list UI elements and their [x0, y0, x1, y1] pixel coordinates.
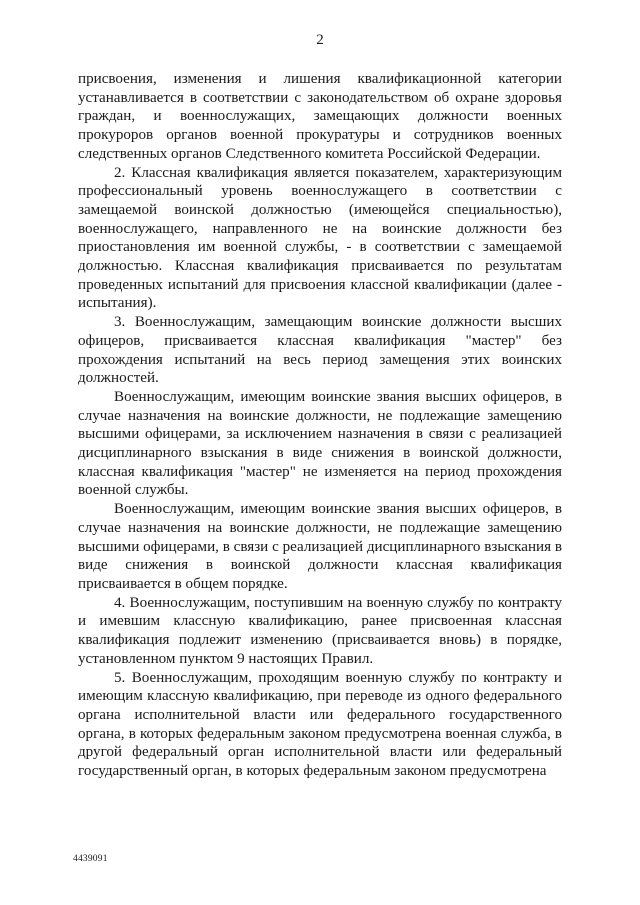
document-code: 4439091 [73, 854, 108, 864]
paragraph-5: 5. Военнослужащим, проходящим военную службу по контракту и имеющим классную квалификацию, при переводе из одного федерального органа исполнительной власти или федерального государственного органа, в которых федеральным законом предусмотрена военная служба, в другой федеральный орган исполнительной власти или федеральный государственный орган, в которых федеральным законом предусмотрена [78, 669, 562, 780]
paragraph-continuation: присвоения, изменения и лишения квалификационной категории устанавливается в соответствии с законодательством об охране здоровья граждан, и военнослужащих, замещающих должности военных прокуроров органов военной прокуратуры и сотрудников военных следственных органов Следственного комитета Российской Федерации. [78, 71, 562, 162]
paragraph-3-higher-officers: Военнослужащим, имеющим воинские звания высших офицеров, в случае назначения на воинские должности, не подлежащие замещению высшими офицерами, за исключением назначения в связи с реализацией дисциплинарного взыскания в виде снижения в воинской должности, классная квалификация "мастер" не изменяется на период прохождения военной службы. [78, 388, 562, 499]
page-number: 2 [316, 32, 324, 48]
document-body [78, 70, 562, 781]
paragraph-3-disciplinary: Военнослужащим, имеющим воинские звания высших офицеров, в случае назначения на воинские должности, не подлежащие замещению высшими офицерами, в связи с реализацией дисциплинарного взыскания в виде снижения в воинской должности классная квалификация присваивается в общем порядке. [78, 501, 562, 592]
paragraph-2: 2. Классная квалификация является показателем, характеризующим профессиональный уровень военнослужащего в соответствии с замещаемой воинской должностью (имеющейся специальностью), военнослужащего, направленного не на воинские должности без приостановления им военной службы, - в соответствии с замещаемой должностью. Классная квалификация присваивается по результатам проведенных испытаний для присвоения классной квалификации (далее - испытания). [78, 164, 562, 312]
paragraph-4: 4. Военнослужащим, поступившим на военную службу по контракту и имевшим классную квалификацию, ранее присвоенная классная квалификация подлежит изменению (присваивается вновь) в порядке, установленном пунктом 9 настоящих Правил. [78, 594, 562, 667]
paragraph-3: 3. Военнослужащим, замещающим воинские должности высших офицеров, присваивается классная квалификация "мастер" без прохождения испытаний на весь период замещения этих воинских должностей. [78, 314, 562, 387]
